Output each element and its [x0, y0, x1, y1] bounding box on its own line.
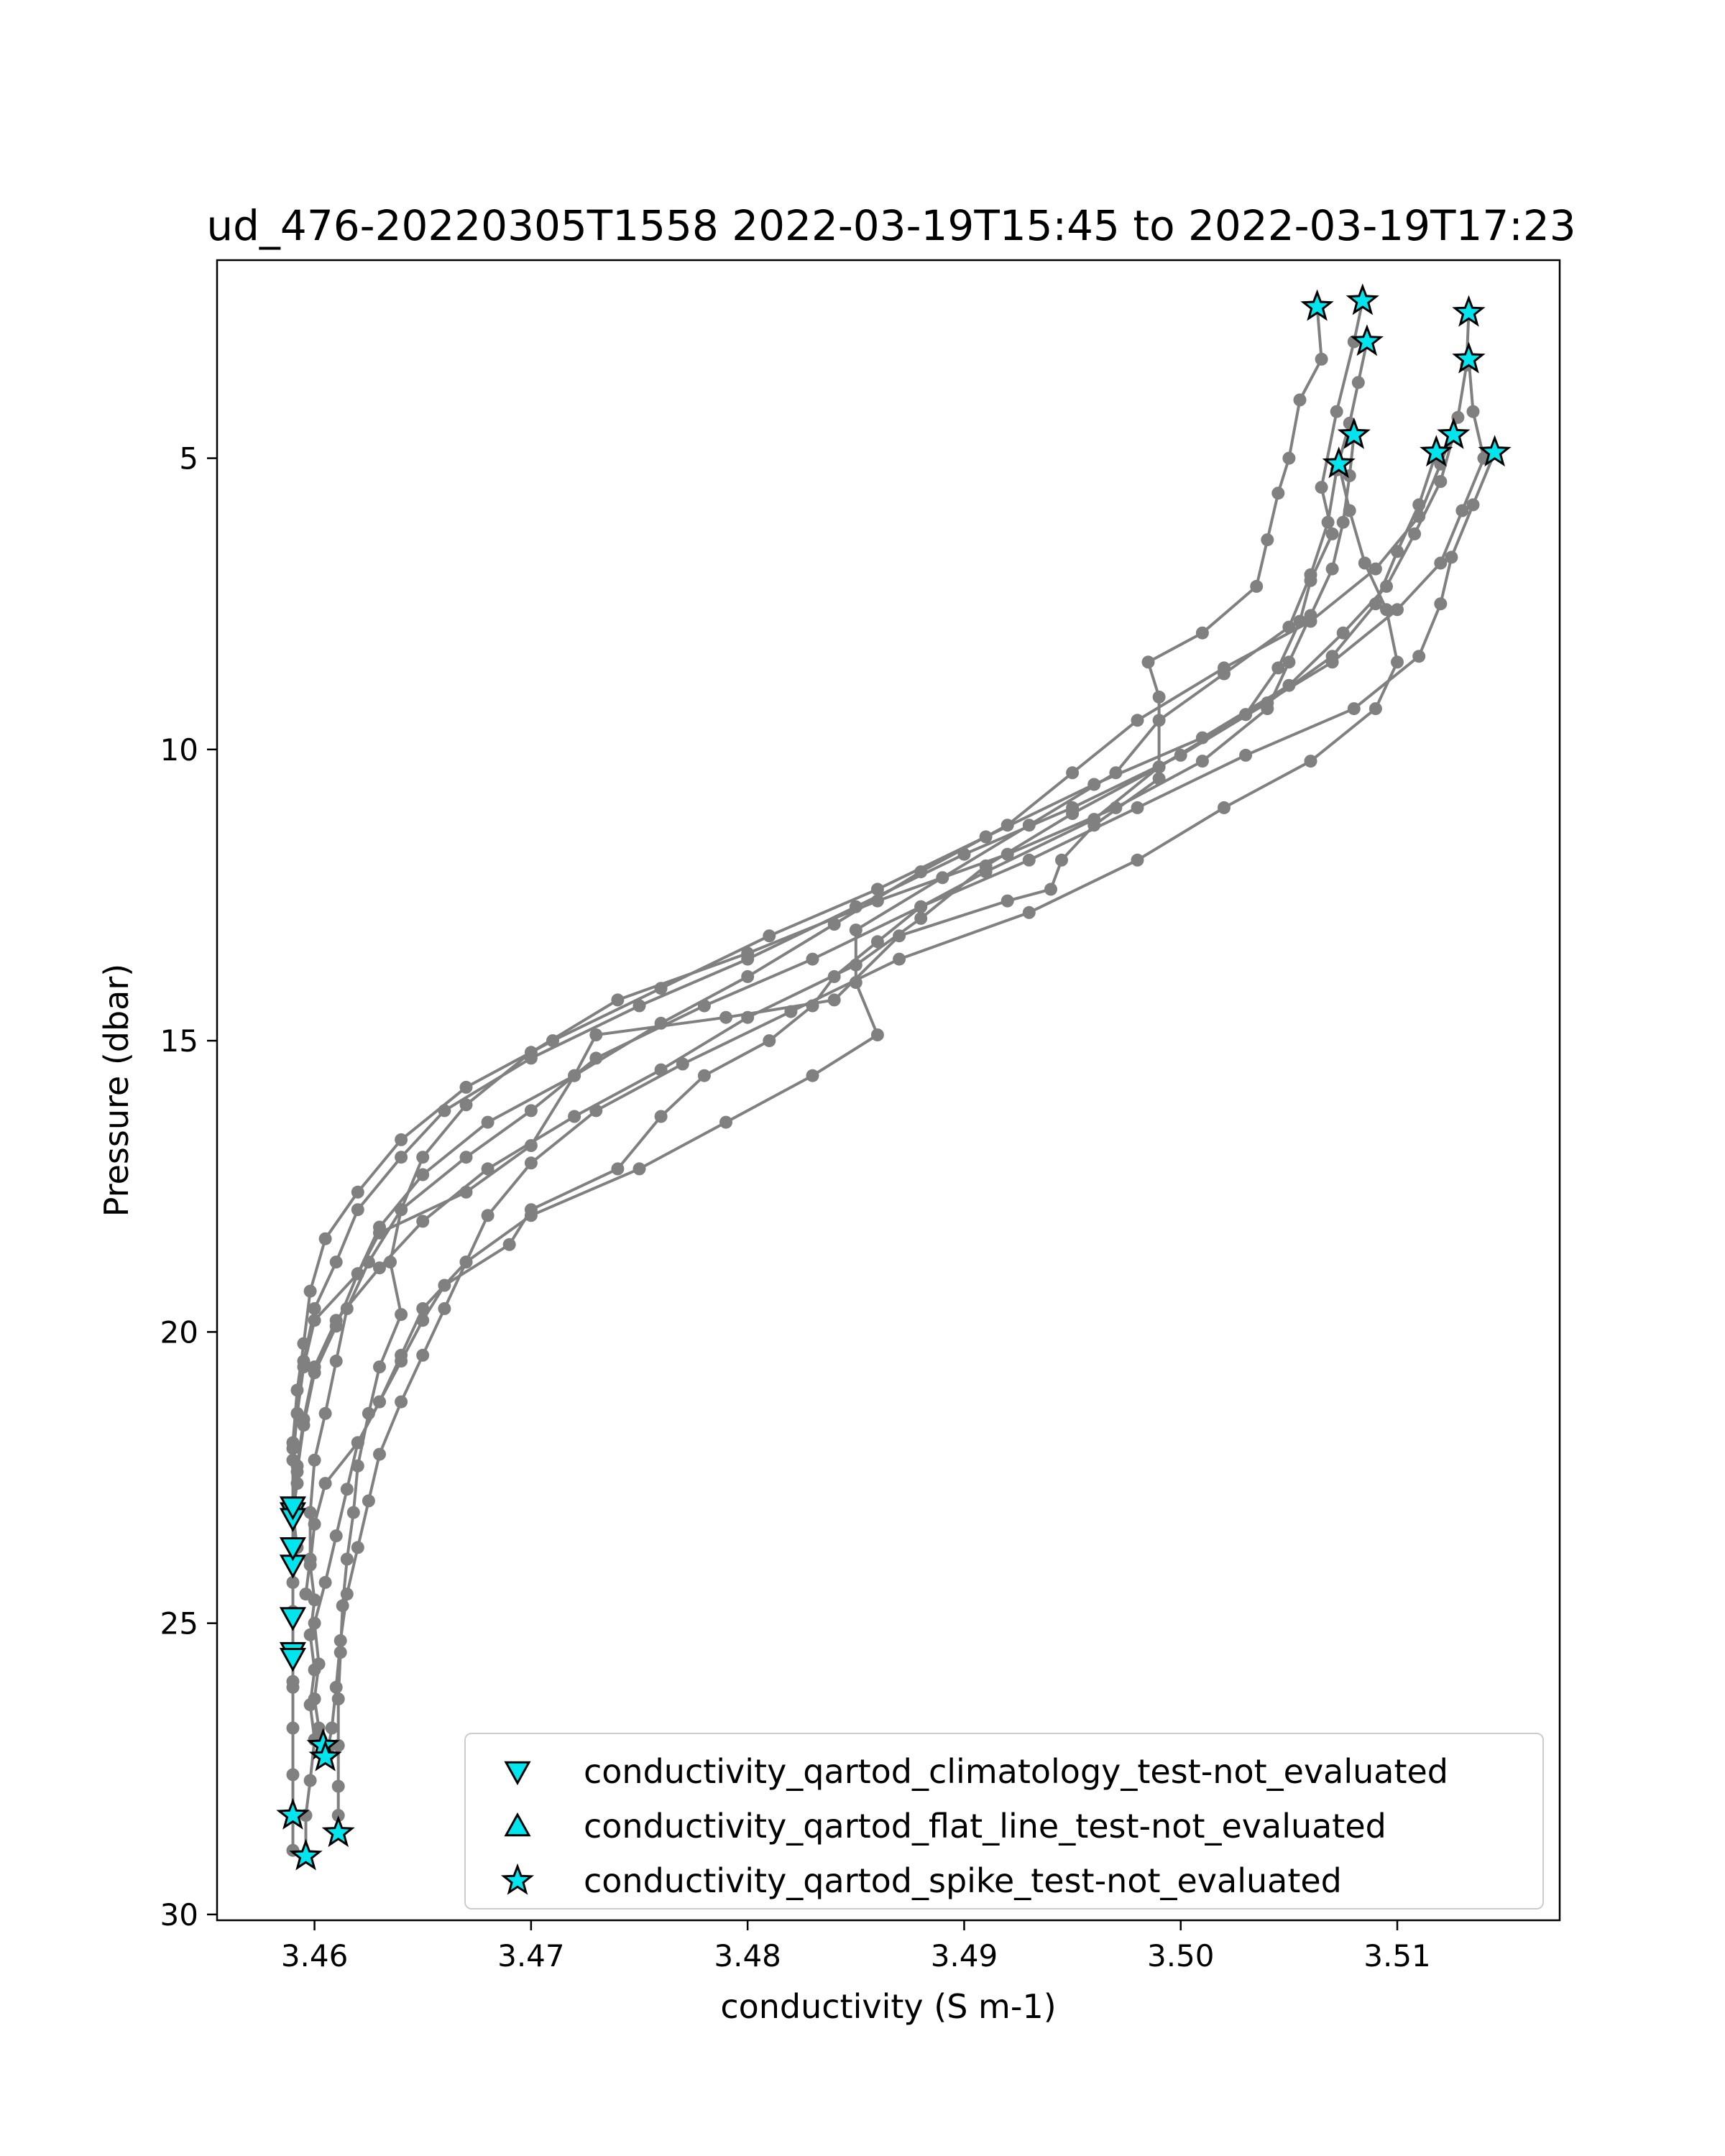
profile-point — [416, 1215, 429, 1227]
y-tick-label: 30 — [160, 1897, 198, 1932]
profile-point — [319, 1233, 332, 1245]
profile-point — [304, 1553, 317, 1566]
profile-point — [1391, 545, 1404, 558]
profile-point — [828, 970, 841, 983]
profile-point — [1066, 766, 1079, 779]
x-tick-label: 3.47 — [497, 1938, 565, 1973]
profile-point — [763, 929, 776, 942]
profile-point — [330, 1314, 343, 1327]
profile-point — [1131, 801, 1144, 814]
profile-point — [1380, 580, 1393, 593]
profile-point — [980, 860, 993, 872]
profile-point — [1131, 854, 1144, 867]
profile-point — [319, 1477, 332, 1490]
profile-point — [589, 1051, 602, 1064]
profile-point — [719, 1011, 732, 1024]
profile-point — [460, 1098, 473, 1111]
profile-point — [936, 871, 949, 884]
profile-point — [347, 1506, 360, 1519]
profile-point — [1153, 760, 1166, 773]
profile-point — [308, 1454, 321, 1467]
profile-point — [871, 1028, 884, 1041]
y-axis-label: Pressure (dbar) — [97, 963, 136, 1217]
profile-point — [341, 1302, 354, 1315]
profile-point — [298, 1355, 310, 1368]
profile-point — [850, 900, 862, 913]
profile-point — [611, 1162, 624, 1175]
profile-point — [871, 935, 884, 948]
profile-point — [589, 1104, 602, 1117]
profile-point — [1391, 655, 1404, 668]
profile-point — [1467, 498, 1480, 511]
profile-point — [1282, 679, 1295, 692]
profile-point — [1239, 749, 1252, 762]
profile-point — [1467, 405, 1480, 418]
profile-point — [351, 1186, 364, 1199]
profile-point — [525, 1051, 538, 1064]
profile-point — [1326, 528, 1339, 540]
profile-point — [503, 1238, 516, 1251]
profile-point — [304, 1285, 317, 1298]
profile-point — [655, 982, 668, 995]
profile-point — [1412, 498, 1425, 511]
profile-point — [1174, 749, 1187, 762]
profile-point — [806, 1000, 819, 1013]
profile-point — [914, 912, 927, 925]
x-tick-label: 3.50 — [1146, 1938, 1215, 1973]
profile-point — [334, 1634, 347, 1647]
profile-point — [1391, 603, 1404, 616]
profile-point — [980, 830, 993, 843]
profile-point — [676, 1058, 689, 1071]
profile-point — [1434, 475, 1447, 488]
y-tick-label: 25 — [160, 1606, 198, 1641]
profile-point — [525, 1104, 538, 1117]
profile-point — [1412, 650, 1425, 663]
profile-point — [1326, 563, 1339, 576]
profile-point — [1196, 627, 1209, 640]
profile-point — [304, 1774, 317, 1787]
profile-point — [308, 1692, 321, 1705]
profile-point — [395, 1396, 408, 1409]
profile-point — [871, 883, 884, 895]
profile-point — [1250, 580, 1263, 593]
profile-point — [850, 923, 862, 936]
profile-point — [332, 1692, 345, 1705]
profile-point — [287, 1681, 300, 1694]
profile-point — [330, 1256, 343, 1268]
profile-point — [341, 1588, 354, 1600]
profile-point — [1343, 505, 1356, 517]
profile-point — [482, 1209, 494, 1222]
profile-point — [287, 1454, 300, 1467]
profile-point — [334, 1646, 347, 1659]
profile-point — [893, 929, 906, 942]
profile-point — [416, 1314, 429, 1327]
profile-point — [460, 1081, 473, 1094]
profile-point — [362, 1407, 375, 1420]
profile-point — [362, 1256, 375, 1268]
profile-point — [1218, 801, 1230, 814]
profile-point — [298, 1337, 310, 1350]
profile-point — [1282, 452, 1295, 465]
profile-point — [914, 865, 927, 878]
profile-point — [1305, 755, 1317, 768]
profile-point — [719, 1116, 732, 1129]
profile-point — [1001, 895, 1014, 908]
legend — [465, 1733, 1543, 1909]
profile-point — [330, 1681, 343, 1694]
y-tick-label: 10 — [160, 732, 198, 768]
profile-point — [1023, 819, 1036, 831]
profile-point — [1322, 516, 1335, 529]
profile-point — [326, 1722, 339, 1735]
chart-title: ud_476-20220305T1558 2022-03-19T15:45 to 2022-03-19T17:23 — [206, 201, 1576, 250]
profile-point — [416, 1349, 429, 1362]
profile-point — [633, 1000, 646, 1013]
profile-point — [313, 1657, 326, 1670]
profile-point — [438, 1104, 451, 1117]
profile-point — [1109, 801, 1122, 814]
profile-point — [308, 1518, 321, 1531]
profile-point — [655, 1064, 668, 1077]
x-tick-label: 3.48 — [714, 1938, 781, 1973]
profile-point — [373, 1448, 386, 1461]
profile-point — [362, 1494, 375, 1507]
profile-point — [1023, 906, 1036, 919]
profile-point — [482, 1116, 494, 1129]
profile-point — [1044, 883, 1057, 895]
profile-point — [1261, 533, 1274, 546]
profile-point — [1196, 755, 1209, 768]
profile-point — [319, 1407, 332, 1420]
y-tick-label: 5 — [179, 441, 198, 476]
profile-point — [1153, 691, 1166, 704]
profile-point — [1434, 597, 1447, 610]
profile-point — [373, 1396, 386, 1409]
profile-point — [336, 1599, 349, 1612]
profile-point — [741, 1011, 754, 1024]
profile-point — [1196, 732, 1209, 745]
profile-point — [395, 1349, 408, 1362]
profile-point — [828, 918, 841, 931]
profile-point — [1282, 655, 1295, 668]
profile-point — [308, 1314, 321, 1327]
y-tick-label: 20 — [160, 1314, 198, 1350]
profile-point — [308, 1302, 321, 1315]
profile-point — [1001, 848, 1014, 861]
profile-point — [914, 900, 927, 913]
x-axis-label: conductivity (S m-1) — [720, 1987, 1057, 2026]
y-tick-label: 15 — [160, 1023, 198, 1059]
profile-point — [1337, 627, 1350, 640]
profile-point — [1131, 714, 1144, 727]
profile-point — [395, 1203, 408, 1216]
profile-point — [351, 1267, 364, 1280]
profile-point — [1408, 528, 1421, 540]
profile-point — [460, 1151, 473, 1164]
profile-point — [291, 1383, 304, 1396]
profile-point — [741, 970, 754, 983]
profile-point — [1369, 597, 1382, 610]
profile-point — [1261, 696, 1274, 709]
profile-point — [784, 1005, 797, 1018]
legend-items — [504, 1752, 1448, 1900]
profile-point — [1239, 708, 1252, 721]
profile-point — [1348, 702, 1361, 715]
profile-point — [291, 1407, 304, 1420]
profile-point — [373, 1360, 386, 1373]
profile-point — [611, 993, 624, 1006]
profile-point — [1315, 353, 1328, 366]
profile-point — [698, 1069, 711, 1082]
profile-point — [373, 1221, 386, 1234]
profile-point — [525, 1156, 538, 1169]
profile-point — [319, 1576, 332, 1589]
profile-point — [395, 1308, 408, 1321]
profile-point — [568, 1069, 581, 1082]
profile-point — [351, 1436, 364, 1449]
legend-label: conductivity_qartod_spike_test-not_evaluated — [584, 1861, 1342, 1900]
profile-point — [741, 953, 754, 966]
profile-point — [850, 959, 862, 972]
profile-point — [698, 1000, 711, 1013]
profile-point — [300, 1588, 313, 1600]
profile-point — [958, 848, 971, 861]
profile-point — [1087, 813, 1100, 826]
profile-point — [332, 1780, 345, 1793]
profile-point — [1282, 621, 1295, 634]
profile-point — [850, 976, 862, 989]
profile-point — [341, 1553, 354, 1566]
profile-point — [351, 1203, 364, 1216]
legend-label: conductivity_qartod_flat_line_test-not_evaluated — [584, 1807, 1386, 1846]
profile-point — [1055, 854, 1068, 867]
profile-point — [1369, 702, 1382, 715]
profile-point — [330, 1355, 343, 1368]
profile-point — [1023, 854, 1036, 867]
legend-label: conductivity_qartod_climatology_test-not_evaluated — [584, 1752, 1449, 1791]
profile-point — [525, 1139, 538, 1152]
profile-point — [287, 1436, 300, 1449]
profile-point — [1153, 772, 1166, 785]
profile-point — [395, 1133, 408, 1146]
profile-point — [460, 1256, 473, 1268]
profile-point — [416, 1302, 429, 1315]
profile-point — [341, 1483, 354, 1496]
profile-point — [1305, 615, 1317, 628]
profile-point — [482, 1162, 494, 1175]
profile-point — [1218, 661, 1230, 674]
profile-point — [304, 1506, 317, 1519]
profile-point — [1337, 516, 1350, 529]
profile-point — [806, 953, 819, 966]
profile-point — [525, 1209, 538, 1222]
profile-point — [304, 1628, 317, 1641]
profile-point — [633, 1162, 646, 1175]
profile-point — [351, 1541, 364, 1554]
profile-point — [871, 895, 884, 908]
profile-point — [1153, 714, 1166, 727]
profile-point — [1142, 655, 1155, 668]
profile-point — [416, 1151, 429, 1164]
profile-point — [438, 1279, 451, 1292]
profile-point — [589, 1028, 602, 1041]
profile-point — [1087, 778, 1100, 791]
profile-point — [806, 1069, 819, 1082]
profile-point — [1315, 481, 1328, 494]
profile-point — [460, 1186, 473, 1199]
profile-point — [1294, 394, 1307, 407]
profile-point — [655, 1110, 668, 1123]
profile-point — [330, 1529, 343, 1542]
profile-point — [351, 1460, 364, 1473]
profile-point — [395, 1151, 408, 1164]
profile-point — [1330, 405, 1343, 418]
x-tick-label: 3.46 — [280, 1938, 349, 1973]
profile-point — [546, 1034, 559, 1047]
profile-point — [1445, 550, 1458, 563]
profile-point — [438, 1302, 451, 1315]
profile-point — [1305, 568, 1317, 581]
x-tick-label: 3.49 — [930, 1938, 998, 1973]
profile-point — [1066, 801, 1079, 814]
profile-point — [1001, 819, 1014, 831]
profile-point — [1352, 376, 1365, 389]
profile-point — [416, 1169, 429, 1181]
profile-point — [1271, 487, 1284, 499]
profile-point — [1369, 563, 1382, 576]
profile-point — [287, 1722, 300, 1735]
profile-point — [308, 1617, 321, 1630]
profile-point — [1109, 766, 1122, 779]
profile-point — [763, 1034, 776, 1047]
profile-point — [655, 1017, 668, 1030]
profile-point — [1326, 650, 1339, 663]
profile-point — [287, 1768, 300, 1781]
profile-point — [568, 1110, 581, 1123]
profile-point — [1412, 510, 1425, 523]
profile-point — [828, 993, 841, 1006]
x-tick-label: 3.51 — [1363, 1938, 1431, 1973]
profile-point — [291, 1477, 304, 1490]
profile-point — [893, 953, 906, 966]
